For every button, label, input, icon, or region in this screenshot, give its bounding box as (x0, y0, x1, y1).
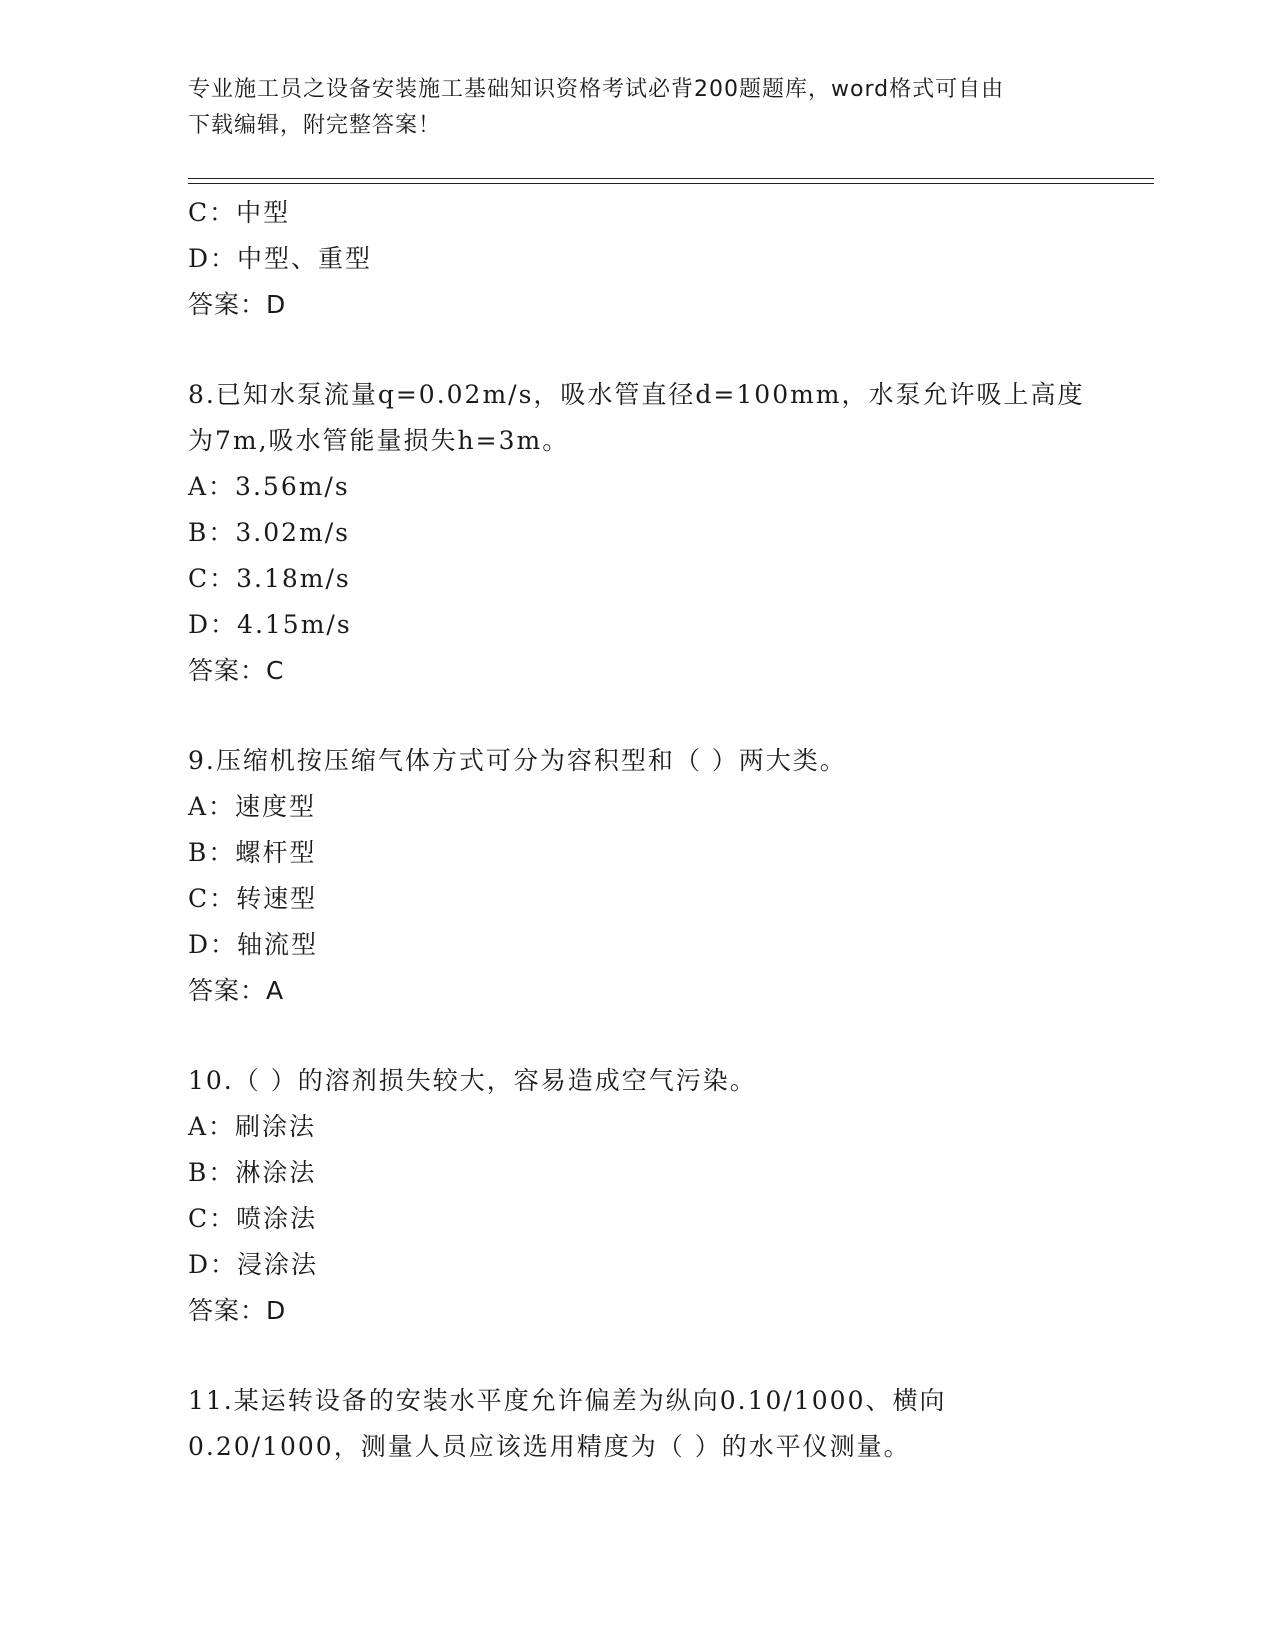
question-stem: 0.20/1000，测量人员应该选用精度为（ ）的水平仪测量。 (188, 1432, 911, 1461)
spacer (188, 1014, 1148, 1058)
option-d: D：轴流型 (188, 930, 319, 959)
answer-label: 答案：C (188, 656, 285, 685)
option-b: B：淋涂法 (188, 1158, 317, 1187)
option-d: D：中型、重型 (188, 244, 373, 273)
answer-label: 答案：A (188, 976, 285, 1005)
answer-label: 答案：D (188, 1296, 287, 1325)
option-b: B：螺杆型 (188, 838, 317, 867)
question-stem: 11.某运转设备的安装水平度允许偏差为纵向0.10/1000、横向 (188, 1386, 947, 1415)
document-header (188, 72, 1068, 144)
question-stem: 为7m,吸水管能量损失h=3m。 (188, 426, 570, 455)
answer-label: 答案：D (188, 290, 287, 319)
question-10 (188, 1058, 1148, 1334)
option-c: C：中型 (188, 198, 291, 227)
question-stem: 8.已知水泵流量q=0.02m/s，吸水管直径d=100mm，水泵允许吸上高度 (188, 380, 1085, 409)
option-a: A：刷涂法 (188, 1112, 317, 1141)
option-b: B：3.02m/s (188, 518, 350, 547)
spacer (188, 694, 1148, 738)
header-title-line-2: 下载编辑，附完整答案！ (188, 113, 442, 138)
question-8 (188, 372, 1148, 694)
option-d: D：浸涂法 (188, 1250, 319, 1279)
question-stem: 9.压缩机按压缩气体方式可分为容积型和（ ）两大类。 (188, 746, 847, 775)
question-9 (188, 738, 1148, 1014)
option-a: A：3.56m/s (188, 472, 350, 501)
question-7-continued (188, 190, 1148, 328)
option-a: A：速度型 (188, 792, 317, 821)
option-d: D：4.15m/s (188, 610, 352, 639)
header-title-line-1: 专业施工员之设备安装施工基础知识资格考试必背200题题库，word格式可自由 (188, 77, 1005, 102)
header-divider-bottom (188, 183, 1154, 184)
question-list (188, 190, 1148, 1470)
spacer (188, 1334, 1148, 1378)
option-c: C：喷涂法 (188, 1204, 318, 1233)
option-c: C：3.18m/s (188, 564, 351, 593)
question-stem: 10.（ ）的溶剂损失较大，容易造成空气污染。 (188, 1066, 757, 1095)
question-11 (188, 1378, 1148, 1470)
spacer (188, 328, 1148, 372)
option-c: C：转速型 (188, 884, 318, 913)
header-divider-top (188, 178, 1154, 179)
